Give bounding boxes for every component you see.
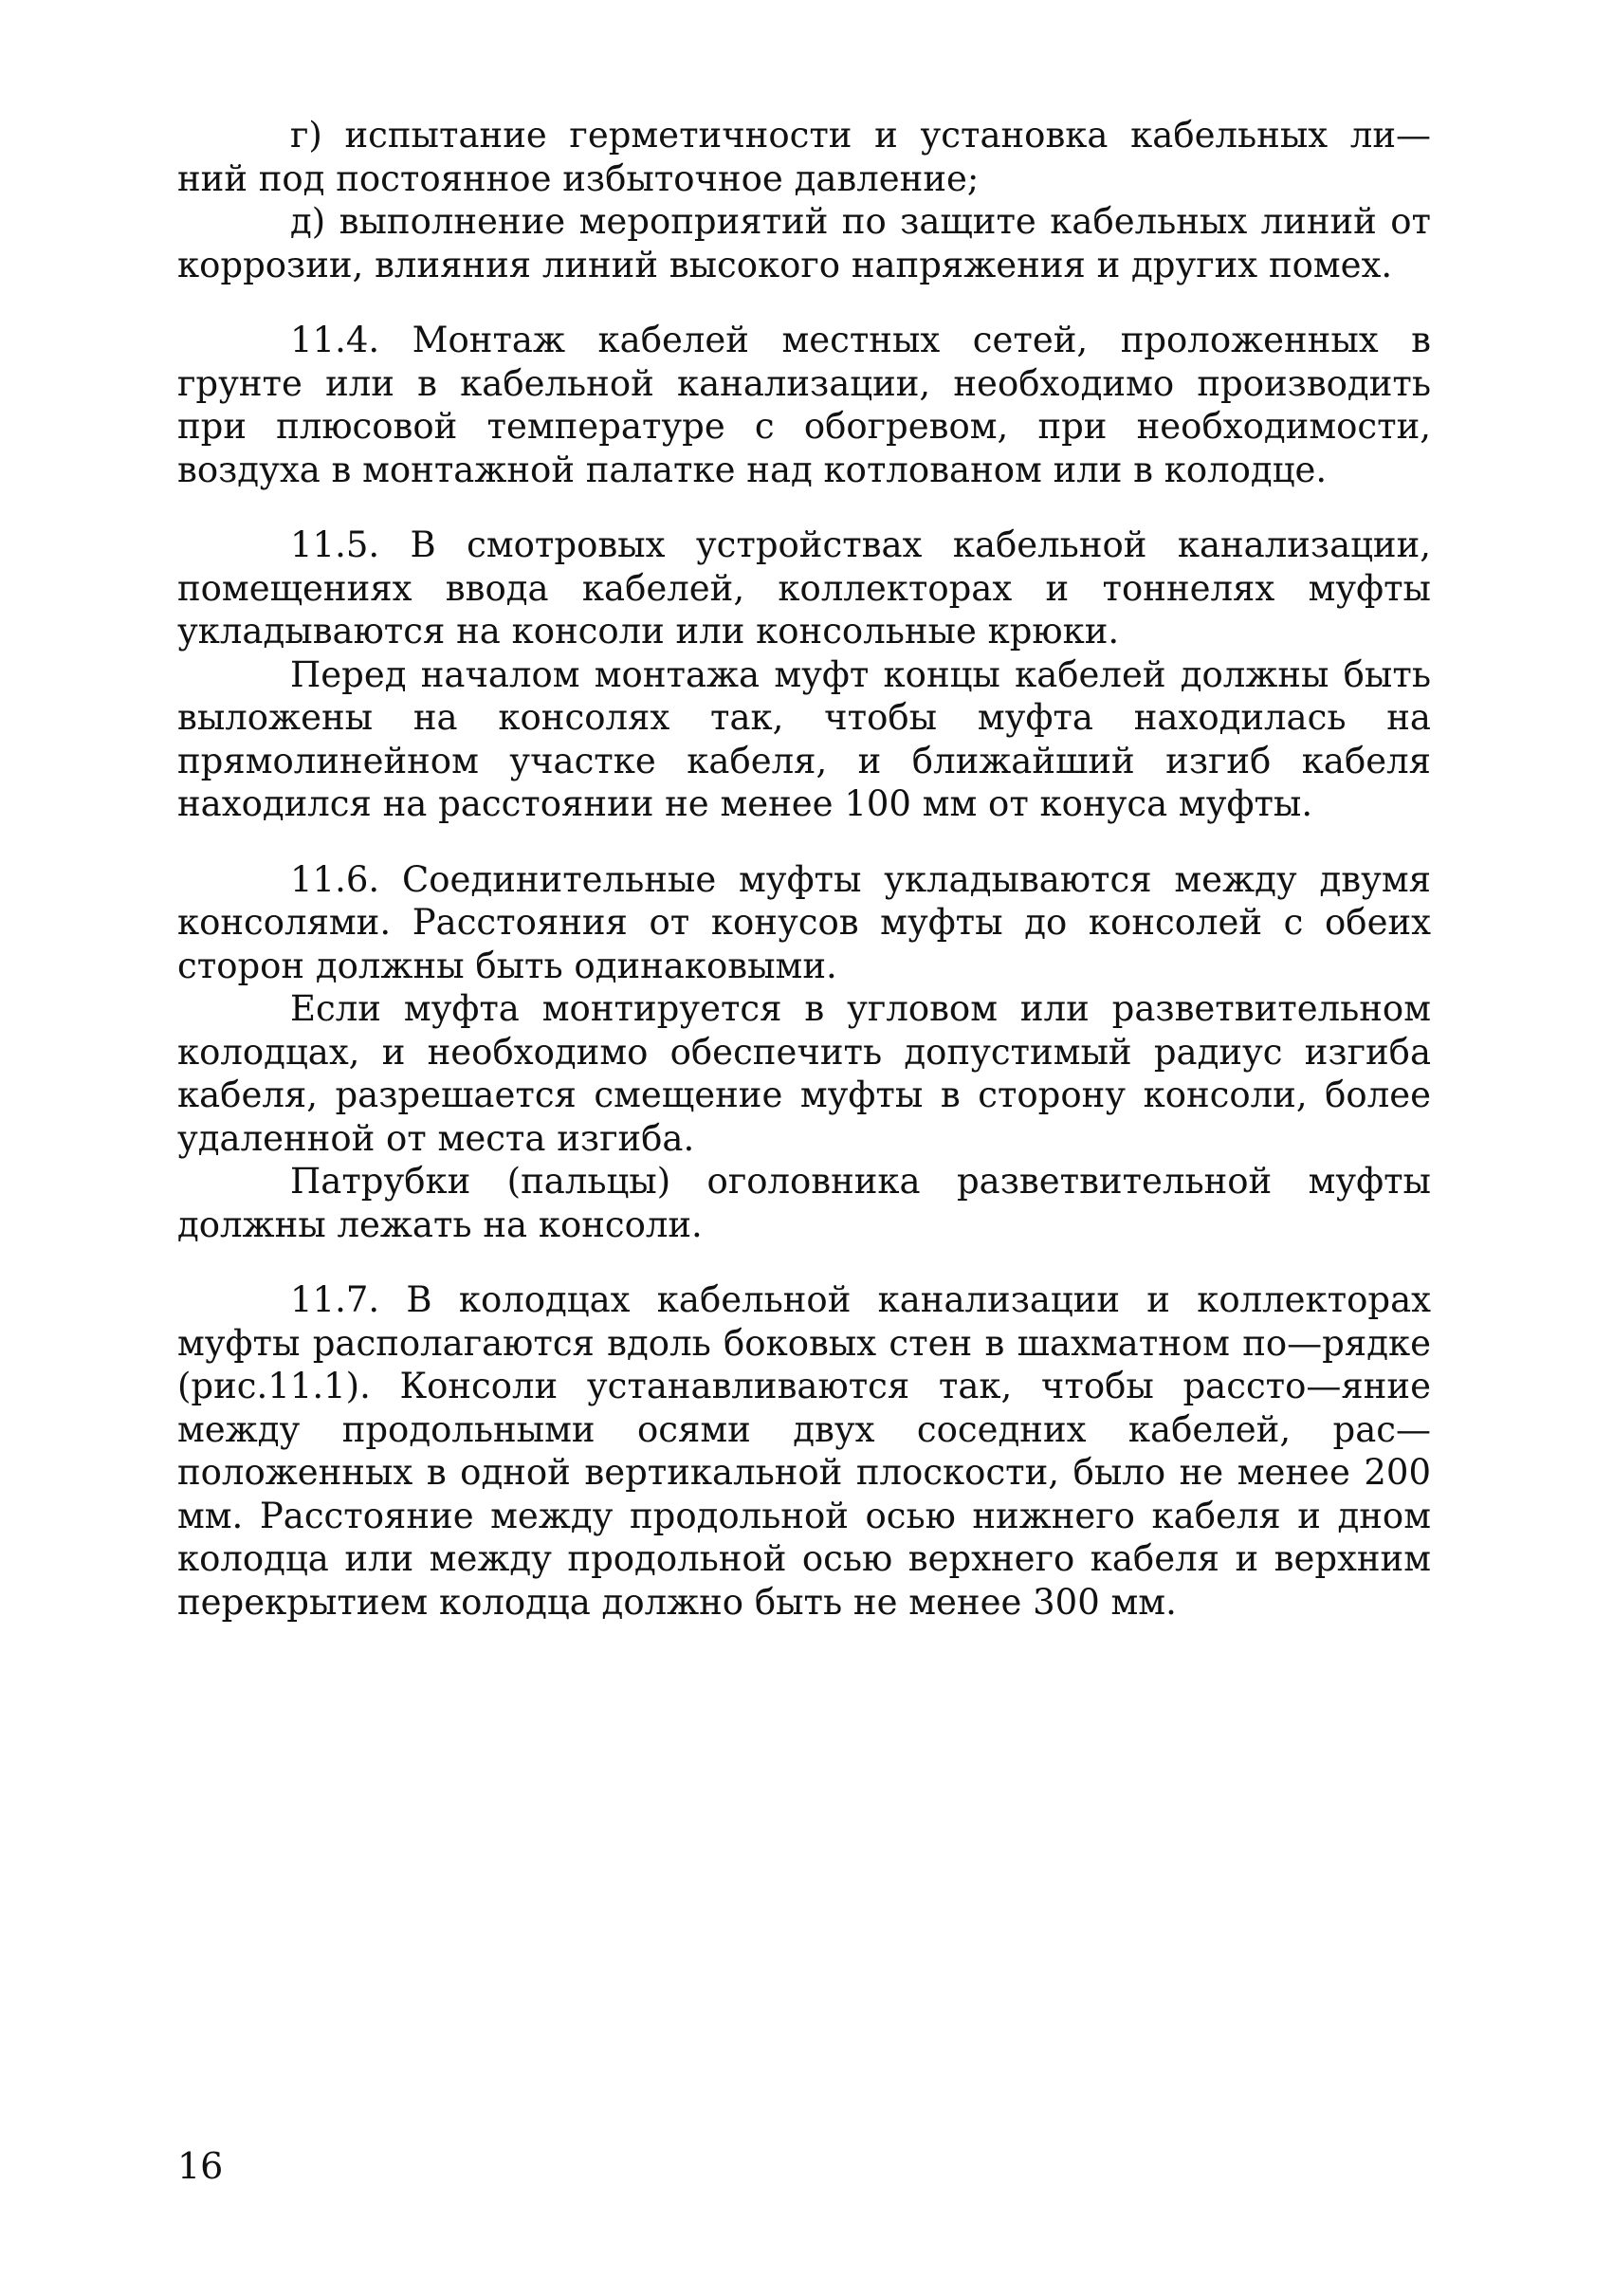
document-page bbox=[177, 114, 1431, 1624]
clause-11-7: 11.7. В колодцах кабельной канализации и коллекторах муфты располагаются вдоль боковых стен в шахматном по—рядке (рис.11.1). Консоли устанавливаются так, чтобы рассто—яние между продольными осями двух соседних кабелей, рас—положенных в одной вертикальной плоскости, было не менее 200 мм. Расстояние между продольной осью нижнего кабеля и дном колодца или между продольной осью верхнего кабеля и верхним перекрытием колодца должно быть не менее 300 мм. bbox=[177, 1279, 1431, 1623]
clause-11-6: 11.6. Соединительные муфты укладываются между двумя консолями. Расстояния от конусов муфты до консолей с обеих сторон должны быть одинаковыми. bbox=[177, 858, 1431, 986]
clause-11-6-angle-wells: Если муфта монтируется в угловом или разветвительном колодцах, и необходимо обеспечить допустимый радиус изгиба кабеля, разрешается смещение муфты в сторону консоли, более удаленной от места изгиба. bbox=[177, 988, 1431, 1159]
item-g-sealing-test: г) испытание герметичности и установка кабельных ли—ний под постоянное избыточное давление; bbox=[177, 115, 1431, 199]
clause-11-4: 11.4. Монтаж кабелей местных сетей, проложенных в грунте или в кабельной канализации, необходимо производить при плюсовой температуре с обогревом, при необходимости, воздуха в монтажной палатке над котлованом или в колодце. bbox=[177, 320, 1431, 490]
page-number: 16 bbox=[177, 2145, 224, 2187]
clause-11-5-continued: Перед началом монтажа муфт концы кабелей должны быть выложены на консолях так, чтобы муфта находилась на прямолинейном участке кабеля, и ближайший изгиб кабеля находился на расстоянии не менее 100 мм от конуса муфты. bbox=[177, 653, 1431, 824]
clause-11-5: 11.5. В смотровых устройствах кабельной канализации, помещениях ввода кабелей, коллекторах и тоннелях муфты укладываются на консоли или консольные крюки. bbox=[177, 524, 1431, 652]
clause-11-6-branch-pipes: Патрубки (пальцы) оголовника разветвительной муфты должны лежать на консоли. bbox=[177, 1161, 1431, 1245]
item-d-corrosion-protection: д) выполнение мероприятий по защите кабельных линий от коррозии, влияния линий высокого напряжения и других помех. bbox=[177, 201, 1431, 285]
